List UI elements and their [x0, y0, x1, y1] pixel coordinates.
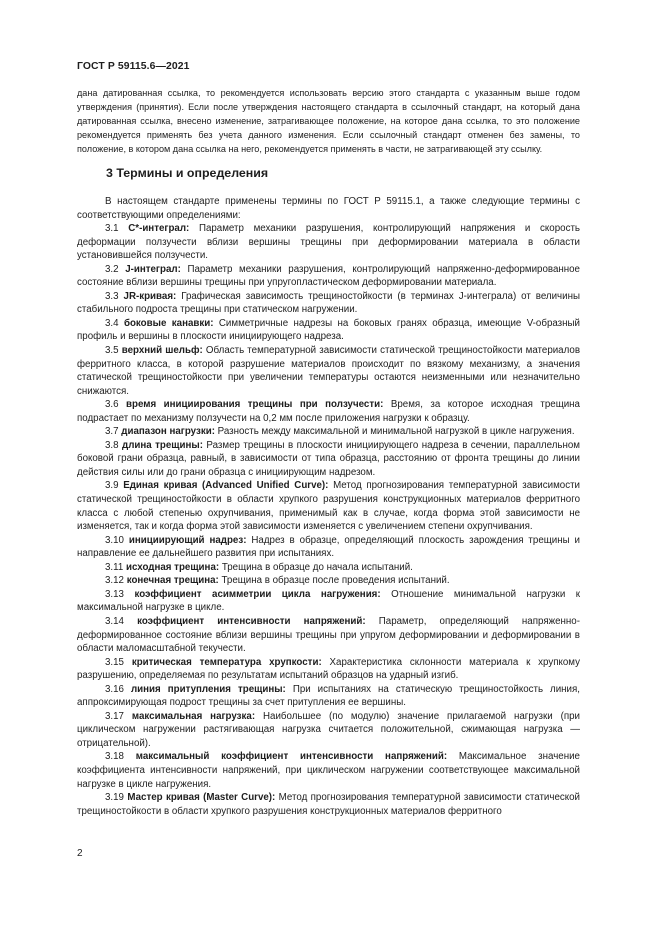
- term-text: Графическая зависимость трещиностойкости (в терминах J-интеграла) от величины стабильного подроста трещины при статическом нагружении.: [77, 290, 580, 316]
- term-text: Трещина в образце до начала испытаний.: [221, 561, 413, 573]
- term-text: Характеристика склонности материала к хрупкому разрушению, определяемая по результатам испытаний образцов на ударный изгиб.: [77, 656, 580, 682]
- page-number: 2: [77, 848, 83, 859]
- term-definition: [77, 574, 580, 588]
- term-number: 3.5: [105, 345, 119, 357]
- term-text: Размер трещины в плоскости инициирующего надреза в сечении, параллельном боковой грани образца, равный, в зависимости от типа образца, расстоянию от фронта трещины до линии действия силы или до грани образца с инициирующим надрезом.: [77, 439, 581, 478]
- term-definition: [77, 561, 580, 575]
- term-name: время инициирования трещины при ползучести:: [126, 399, 384, 411]
- term-name: коэффициент интенсивности напряжений:: [137, 615, 366, 627]
- term-definition: [77, 263, 580, 290]
- term-definition: [77, 439, 580, 480]
- term-number: 3.10: [105, 534, 124, 546]
- term-name: боковые канавки:: [123, 317, 214, 329]
- term-definition: [77, 791, 580, 818]
- term-number: 3.14: [105, 615, 124, 627]
- term-name: инициирующий надрез:: [128, 534, 247, 546]
- term-definition: [77, 479, 580, 533]
- term-name: коэффициент асимметрии цикла нагружения:: [134, 588, 381, 600]
- term-definition: [77, 290, 580, 317]
- term-definition: [77, 425, 580, 439]
- term-definition: [77, 750, 580, 791]
- term-name: Единая кривая (Advanced Unified Curve):: [123, 480, 329, 492]
- term-definition: [77, 710, 580, 751]
- terms-body: [77, 195, 580, 818]
- intro-paragraph: дана датированная ссылка, то рекомендуется использовать версию этого стандарта с указанным выше годом утверждения (принятия). Если после утверждения настоящего стандарта в ссылочный стандарт, на который дана датированная ссылка, внесено изменение, затрагивающее положение, на которое дана ссылка, то это положение рекомендуется применять без учета данного изменения. Если ссылочный стандарт отменен без замены, то положение, в котором дана ссылка на него, рекомендуется применять в части, не затрагивающей эту ссылку.: [77, 88, 580, 154]
- term-name: C*-интеграл:: [128, 223, 190, 235]
- term-definition: [77, 344, 580, 398]
- term-name: критическая температура хрупкости:: [131, 656, 322, 668]
- term-definition: [77, 317, 580, 344]
- term-number: 3.13: [105, 588, 124, 600]
- term-definition: [77, 656, 580, 683]
- term-name: диапазон нагрузки:: [121, 426, 215, 438]
- term-text: Параметр механики разрушения, контролирующий напряженно-деформированное состояние вблизи вершины трещины при упругопластическом деформировании материала.: [77, 263, 580, 289]
- term-number: 3.6: [105, 399, 119, 411]
- term-text: Метод прогнозирования температурной зависимости статической трещиностойкости в области хрупкого разрушения конструкционных материалов ферритного класса с любой степенью охрупчивания, применимый как в случае, когда форма этой зависимости не изменяется, так и когда форма этой зависимости изменяется с увеличением степени охрупчивания.: [77, 480, 580, 533]
- term-number: 3.2: [105, 263, 119, 275]
- term-text: Надрез в образце, определяющий плоскость зарождения трещины и направление ее дальнейшего развития при испытаниях.: [77, 534, 580, 560]
- term-number: 3.4: [105, 317, 119, 329]
- term-name: JR-кривая:: [123, 290, 177, 302]
- term-name: конечная трещина:: [126, 575, 219, 587]
- section-title: 3 Термины и определения: [106, 166, 269, 180]
- term-name: максимальная нагрузка:: [131, 710, 256, 722]
- term-name: длина трещины:: [122, 439, 203, 451]
- term-name: максимальный коэффициент интенсивности напряжений:: [135, 751, 448, 763]
- term-text: Разность между максимальной и минимальной нагрузкой в цикле нагружения.: [217, 426, 575, 438]
- term-text: Время, за которое исходная трещина подрастает по механизму ползучести на 0,2 мм после приложения нагрузки к образцу.: [77, 399, 580, 424]
- term-number: 3.7: [105, 426, 119, 438]
- term-number: 3.17: [105, 710, 124, 722]
- term-number: 3.8: [105, 439, 119, 451]
- term-definition: [77, 222, 580, 263]
- term-text: Наибольшее (по модулю) значение прилагаемой нагрузки (при циклическом нагружении растягивающая нагрузка считается положительной, сжимающая нагрузка — отрицательной).: [77, 710, 581, 749]
- term-text: При испытаниях на статическую трещиностойкость линия, аппроксимирующая подрост трещины за счет притупления ее вершины.: [77, 683, 580, 709]
- term-text: Метод прогнозирования температурной зависимости статической трещиностойкости в области хрупкого разрушения конструкционных материалов ферритного: [77, 792, 581, 817]
- term-text: Параметр, определяющий напряженно-деформированное состояние вблизи вершины трещины при упругом деформировании и деформировании в области маломасштабной текучести.: [77, 615, 580, 655]
- term-text: Максимальное значение коэффициента интенсивности напряжений, при циклическом нагружении соответствующее максимальной нагрузке в цикле нагружения.: [77, 751, 580, 790]
- term-number: 3.16: [105, 683, 124, 695]
- term-name: Мастер кривая (Master Curve):: [127, 792, 276, 804]
- term-name: исходная трещина:: [125, 561, 220, 573]
- term-text: Область температурной зависимости статической трещиностойкости материалов ферритного класса, в которой разрушение материалов происходит по вязкому механизму, а значения статической трещиностойкости при увеличении температуры остаются неизменными или незначительно снижаются.: [77, 345, 581, 397]
- term-number: 3.19: [105, 792, 124, 804]
- term-definition: [77, 588, 580, 615]
- terms-list: [77, 222, 580, 818]
- term-name: линия притупления трещины:: [130, 683, 286, 695]
- term-text: Параметр механики разрушения, контролирующий напряжения и скорость деформации ползучести вблизи вершины трещины при деформировании материала в области установившейся ползучести.: [77, 223, 580, 262]
- term-number: 3.9: [105, 480, 119, 492]
- term-definition: [77, 398, 580, 425]
- term-definition: [77, 683, 580, 710]
- term-number: 3.12: [105, 575, 124, 587]
- section-lead: В настоящем стандарте применены термины по ГОСТ Р 59115.1, а также следующие термины с соответствующими определениями:: [77, 196, 580, 221]
- term-number: 3.11: [105, 561, 124, 573]
- term-definition: [77, 615, 580, 656]
- term-number: 3.15: [105, 656, 124, 668]
- term-number: 3.18: [105, 751, 124, 763]
- term-name: J-интеграл:: [125, 263, 181, 275]
- term-definition: [77, 534, 580, 561]
- term-number: 3.3: [105, 290, 119, 302]
- term-text: Отношение минимальной нагрузки к максимальной нагрузке в цикле.: [77, 588, 581, 614]
- term-text: Трещина в образце после проведения испытаний.: [221, 575, 450, 587]
- term-name: верхний шельф:: [121, 345, 203, 357]
- document-header: ГОСТ Р 59115.6—2021: [77, 61, 190, 72]
- term-number: 3.1: [105, 223, 119, 235]
- term-text: Симметричные надрезы на боковых гранях образца, имеющие V-образный профиль и вершины в плоскости инициирующего надреза.: [77, 317, 580, 343]
